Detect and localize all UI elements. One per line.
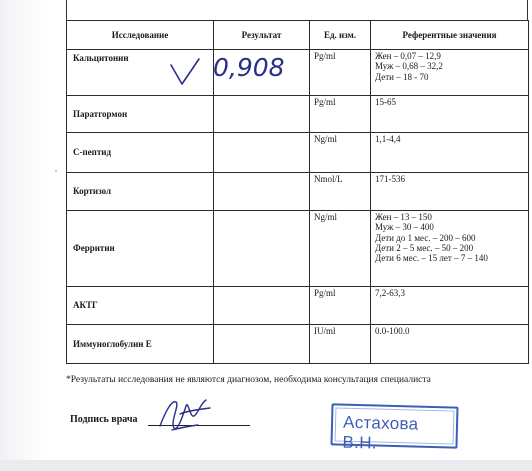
- reference-line: 0.0-100.0: [375, 326, 410, 336]
- reference-cell: [371, 287, 529, 325]
- test-name: АКТГ: [67, 287, 214, 325]
- reference-line: Муж – 30 – 400: [375, 222, 434, 233]
- result-cell: [214, 133, 310, 173]
- table-row: [67, 96, 529, 133]
- test-name: Кортизол: [67, 173, 214, 211]
- unit-cell: IU/ml: [310, 325, 371, 364]
- reference-line: 1,1-4,4: [375, 134, 401, 144]
- table-row: [67, 325, 529, 364]
- page-shadow-edge: [0, 0, 46, 460]
- result-cell: [214, 325, 310, 364]
- unit-cell: Ng/ml: [310, 133, 371, 173]
- table-frame-left: [66, 0, 67, 20]
- table-header-row: [67, 21, 529, 50]
- reference-line: Дети 2 – 5 мес. – 50 – 200: [375, 243, 474, 254]
- reference-line: Дети до 1 мес. – 200 – 600: [375, 232, 476, 243]
- scan-speck: [55, 170, 57, 172]
- unit-cell: Ng/ml: [310, 211, 371, 287]
- reference-line: 171-536: [375, 174, 405, 184]
- reference-line: Дети 6 мес. – 15 лет – 7 – 140: [375, 253, 488, 264]
- reference-cell: [371, 211, 529, 287]
- handwritten-result-value: 0,908: [213, 53, 285, 82]
- table-row: [67, 211, 529, 287]
- reference-cell: [371, 50, 529, 96]
- reference-cell: [371, 133, 529, 173]
- test-name: Ферритин: [67, 211, 214, 287]
- header-reference: Референтные значения: [371, 21, 529, 50]
- header-result: Результат: [214, 21, 310, 50]
- handwritten-result-area: [213, 47, 373, 91]
- result-cell: [214, 211, 310, 287]
- result-cell: [214, 173, 310, 211]
- reference-cell: [371, 325, 529, 364]
- reference-line: Муж – 0,68 – 32,2: [375, 61, 443, 72]
- reference-cell: [371, 173, 529, 211]
- check-mark-icon: [169, 57, 201, 87]
- signature-scribble-icon: [150, 392, 220, 436]
- test-name: Паратгормон: [67, 96, 214, 133]
- unit-cell: Pg/ml: [310, 287, 371, 325]
- disclaimer-text: *Результаты исследования не являются диагнозом, необходима консультация специалиста: [66, 375, 431, 385]
- reference-line: Жен – 13 – 150: [375, 212, 432, 222]
- doctor-stamp: [330, 403, 458, 453]
- unit-cell: Nmol/L: [310, 173, 371, 211]
- reference-line: 7,2-63,3: [375, 288, 405, 298]
- result-cell: [214, 287, 310, 325]
- unit-cell: Pg/ml: [310, 96, 371, 133]
- header-test: Исследование: [67, 21, 214, 50]
- reference-line: Жен – 0,07 – 12,9: [375, 51, 441, 61]
- reference-line: 15-65: [375, 97, 396, 107]
- unit-cell: Pg/ml: [310, 50, 371, 96]
- table-row: [67, 287, 529, 325]
- result-cell: [214, 96, 310, 133]
- stamp-text: Астахова В.Н.: [342, 412, 419, 453]
- test-name: С-пептид: [67, 133, 214, 173]
- signature-label: Подпись врача: [70, 414, 138, 425]
- table-frame-right: [527, 0, 528, 20]
- table-row: [67, 173, 529, 211]
- table-row: [67, 133, 529, 173]
- test-name: Кальцитонин: [67, 50, 214, 96]
- reference-line: Дети – 18 - 70: [375, 71, 429, 82]
- reference-cell: [371, 96, 529, 133]
- test-name: Иммуноглобулин Е: [67, 325, 214, 364]
- screen-bottom-band: [0, 460, 532, 471]
- header-unit: Ед. изм.: [310, 21, 371, 50]
